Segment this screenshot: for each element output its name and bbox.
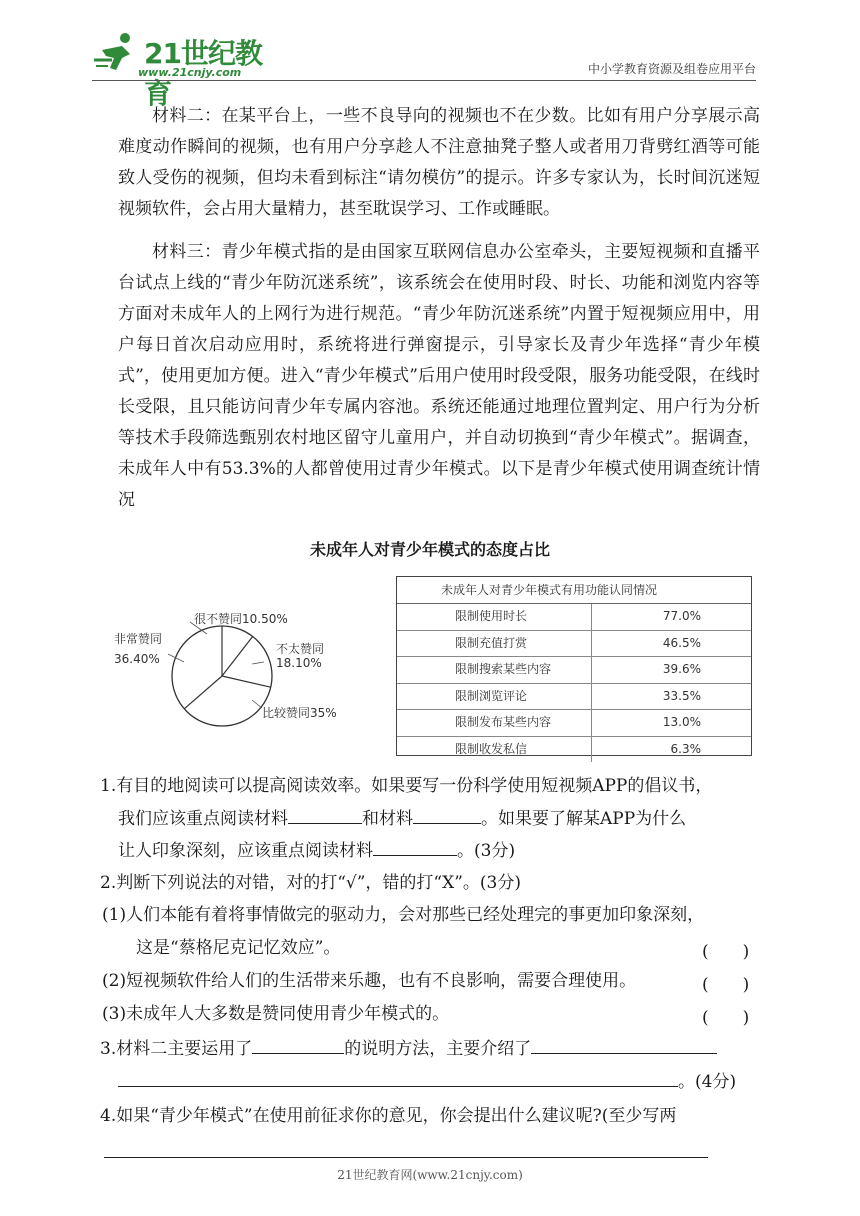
table-cell-percent: 6.3% [670, 741, 701, 756]
footer-divider [104, 1157, 708, 1158]
logo-text: 21世纪教育 [144, 37, 262, 110]
pie-slice-boundary-agree [222, 676, 271, 687]
question-2: 2.判断下列说法的对错，对的打“√”，错的打“X”。(3分) [100, 873, 521, 893]
pie-label-strongly-agree-value: 36.40% [114, 652, 160, 666]
material-three: 材料三：青少年模式指的是由国家互联网信息办公室牵头，主要短视频和直播平台试点上线的“青少年防沉迷系统”，该系统会在使用时段、时长、功能和浏览内容等方面对未成年人的上网行为进行规范。“青少年防沉迷系统”内置于短视频应用中，用户每日首次启动应用时，系统将进行弹窗提示，引导家长及青少年选择“青少年模式”，使用更加方便。进入“青少年模式”后用户使用时段受限，服务功能受限，在线时长受限，且只能访问青少年专属内容池。系统还能通过地理位置判定、用户行为分析等技术手段筛选甄别农村地区留守儿童用户，并自动切换到“青少年模式”。据调查，未成年人中有53.3%的人都曾使用过青少年模式。以下是青少年模式使用调查统计情况 [118, 242, 760, 510]
table-cell-function: 限制浏览评论 [397, 684, 592, 710]
table-row [397, 684, 751, 711]
table-row [397, 710, 751, 737]
pie-slice-boundary-strongly-agree [184, 676, 222, 709]
pie-label-somewhat-disagree-value: 18.10% [276, 656, 322, 670]
site-logo [92, 30, 262, 110]
answer-blank[interactable] [413, 803, 481, 824]
table-cell-function: 限制发布某些内容 [397, 710, 592, 736]
table-cell-function: 限制收发私信 [397, 737, 592, 763]
chart-title: 未成年人对青少年模式的态度占比 [309, 540, 550, 559]
table-cell-function: 限制使用时长 [397, 604, 592, 630]
platform-name: 中小学教育资源及组卷应用平台 [587, 62, 756, 76]
question-4: 4.如果“青少年模式”在使用前征求你的意见，你会提出什么建议呢?(至少写两 [100, 1106, 677, 1126]
material-two: 材料二：在某平台上，一些不良导向的视频也不在少数。比如有用户分享展示高难度动作瞬间的视频，也有用户分享趁人不注意抽凳子整人或者用刀背劈红酒等可能致人受伤的视频，但均未看到标注“请勿模仿”的提示。许多专家认为，长时间沉迷短视频软件，会占用大量精力，甚至耽误学习、工作或睡眠。 [118, 106, 760, 219]
table-cell-percent: 33.5% [662, 688, 701, 703]
answer-blank[interactable] [118, 1066, 678, 1087]
question-3-line-1: 3.材料二主要运用了 的说明方法，主要介绍了 [100, 1033, 717, 1065]
question-1-line-3: 让人印象深刻，应该重点阅读材料 。(3分) [118, 835, 515, 867]
logo-url: www.21cnjy.com [138, 66, 242, 79]
table-row [397, 604, 751, 631]
table-cell-percent: 77.0% [662, 609, 701, 623]
question-2-item-3: (3)未成年人大多数是赞同使用青少年模式的。 [102, 1004, 450, 1024]
table-cell-percent: 39.6% [662, 662, 701, 676]
answer-blank[interactable] [252, 1033, 344, 1054]
table-row [397, 737, 751, 763]
pie-leader-line-somewhat-disagree [252, 662, 264, 664]
page-header [0, 0, 860, 110]
header-divider [92, 80, 756, 81]
function-approval-table [396, 576, 752, 756]
table-row [397, 631, 751, 658]
pie-label-agree: 比较赞同35% [262, 706, 337, 720]
answer-blank[interactable] [373, 835, 457, 856]
pie-label-somewhat-disagree-name: 不太赞同 [276, 642, 325, 656]
table-cell-percent: 13.0% [662, 715, 701, 729]
footer-text: 21世纪教育网(www.21cnjy.com) [337, 1168, 523, 1182]
question-2-item-1: (1)人们本能有着将事情做完的驱动力，会对那些已经处理完的事更加印象深刻， [102, 905, 705, 925]
answer-paren[interactable]: ( ) [702, 942, 750, 962]
table-cell-function: 限制充值打赏 [397, 631, 592, 657]
pie-label-strongly-disagree: 很不赞同10.50% [194, 612, 288, 626]
question-1-line-2: 我们应该重点阅读材料 和材料 。如果要了解某APP为什么 [118, 803, 686, 835]
question-2-item-1-cont: 这是“蔡格尼克记忆效应”。 [136, 938, 341, 958]
question-1-line-1: 1.有目的地阅读可以提高阅读效率。如果要写一份科学使用短视频APP的倡议书， [100, 776, 713, 796]
table-cell-percent: 46.5% [662, 635, 701, 650]
pie-leader-line-agree [252, 700, 262, 708]
table-cell-function: 限制搜索某些内容 [397, 657, 592, 683]
answer-blank[interactable] [288, 803, 362, 824]
table-title: 未成年人对青少年模式有用功能认同情况 [397, 577, 751, 604]
table-row [397, 657, 751, 684]
question-2-item-2: (2)短视频软件给人们的生活带来乐趣，也有不良影响，需要合理使用。 [102, 971, 637, 991]
answer-paren[interactable]: ( ) [702, 975, 750, 995]
pie-label-strongly-agree-name: 非常赞同 [114, 632, 163, 646]
answer-paren[interactable]: ( ) [702, 1008, 750, 1028]
answer-blank[interactable] [531, 1033, 717, 1054]
pie-chart [112, 600, 382, 740]
runner-logo-icon [92, 30, 142, 78]
pie-slice-boundary-somewhat-disagree [222, 636, 253, 676]
question-3-line-2: 。(4分) [118, 1066, 736, 1098]
